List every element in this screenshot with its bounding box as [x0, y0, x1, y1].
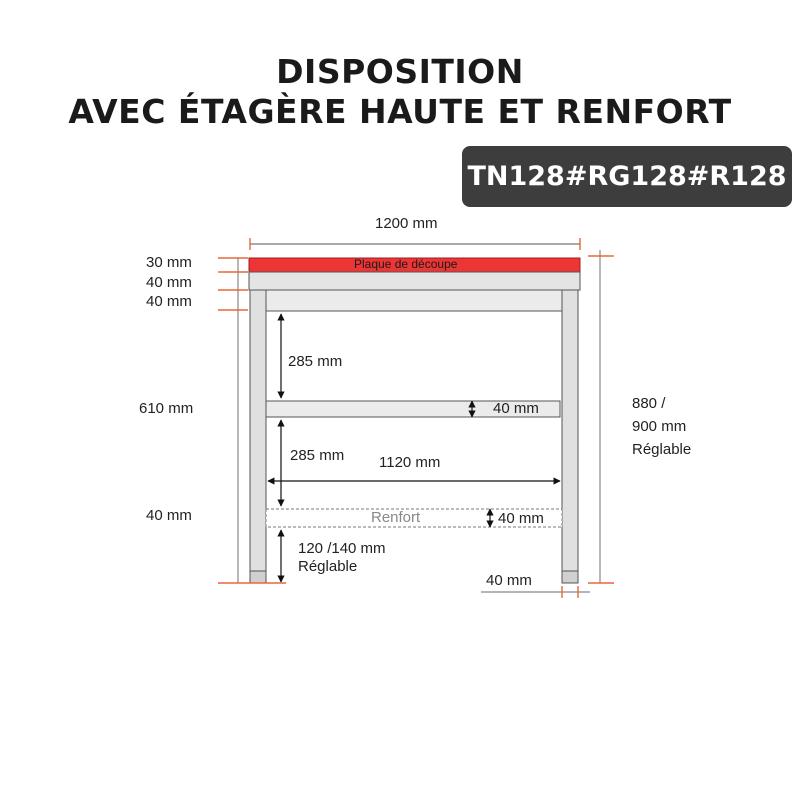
- apron: [266, 290, 562, 311]
- cutting-board-label: Plaque de découpe: [354, 257, 458, 271]
- brace-height-right-label: 40 mm: [498, 510, 544, 527]
- left-foot: [250, 571, 266, 583]
- left-leg: [250, 290, 266, 571]
- right-leg: [562, 290, 578, 571]
- brace-height-left-label: 40 mm: [146, 507, 192, 524]
- total-height-line3: Réglable: [632, 441, 692, 458]
- foot-height-label: 120 /140 mm: [298, 540, 386, 557]
- right-foot: [562, 571, 578, 583]
- top-thickness-label: 40 mm: [146, 274, 192, 291]
- inner-width-label: 1120 mm: [379, 454, 441, 471]
- page-title-line1: DISPOSITION: [276, 52, 524, 91]
- total-height-line2: 900 mm: [632, 418, 687, 435]
- reference-badge: TN128#RG128#R128: [462, 146, 792, 207]
- leg-width-label: 40 mm: [486, 572, 532, 589]
- page-title-line2: AVEC ÉTAGÈRE HAUTE ET RENFORT: [68, 92, 732, 131]
- brace-label: Renfort: [371, 509, 421, 526]
- board-thickness-label: 30 mm: [146, 254, 192, 271]
- apron-height-label: 40 mm: [146, 293, 192, 310]
- leg-height-label: 610 mm: [139, 400, 194, 417]
- width-total-label: 1200 mm: [375, 215, 438, 232]
- foot-adjust-label: Réglable: [298, 558, 358, 575]
- total-height-line1: 880 /: [632, 395, 666, 412]
- gap-lower-label: 285 mm: [290, 447, 345, 464]
- tabletop: [249, 272, 580, 290]
- gap-upper-label: 285 mm: [288, 353, 343, 370]
- shelf-thickness-label: 40 mm: [493, 400, 539, 417]
- table-frame: [249, 258, 580, 583]
